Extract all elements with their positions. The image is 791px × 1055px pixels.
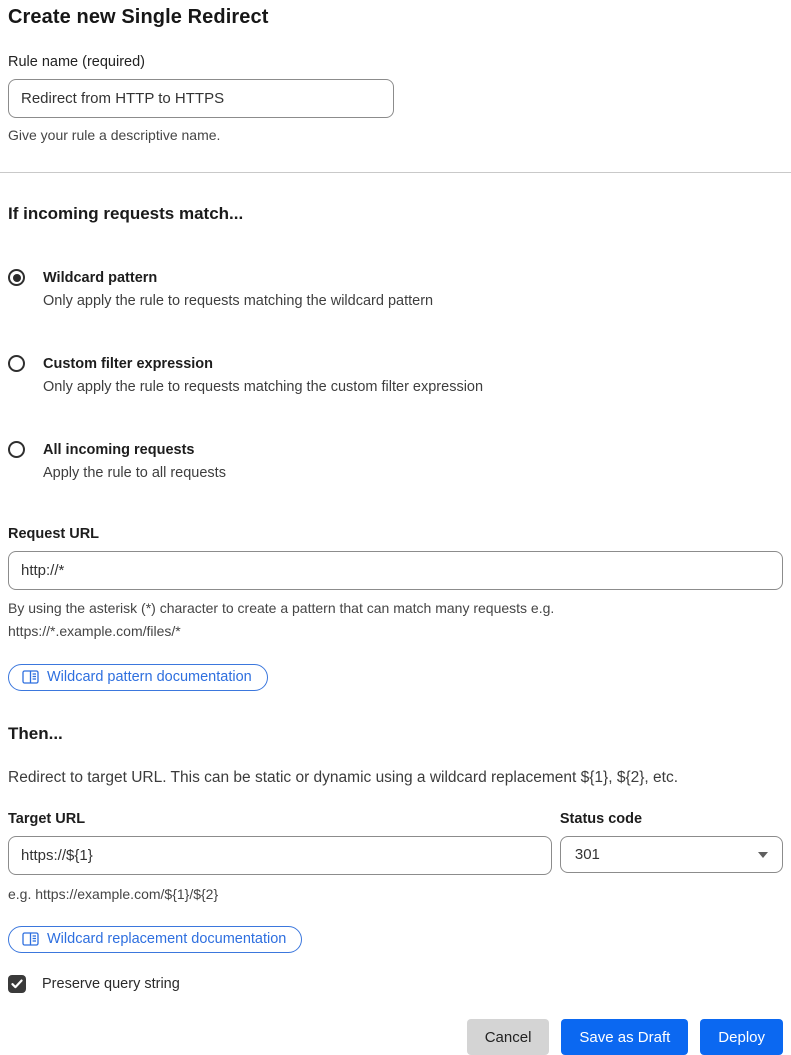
save-as-draft-button[interactable]: Save as Draft (561, 1019, 688, 1055)
status-code-label: Status code (559, 811, 643, 827)
preserve-query-checkbox[interactable] (8, 975, 26, 993)
then-section-heading: Then... (8, 724, 63, 743)
page-title: Create new Single Redirect (8, 6, 269, 28)
target-url-label: Target URL (8, 811, 86, 827)
doc-button-label: Wildcard replacement documentation (47, 931, 287, 947)
radio-description: Only apply the rule to requests matching the custom filter expression (43, 379, 484, 395)
open-book-icon (22, 932, 39, 946)
radio-description: Only apply the rule to requests matching the wildcard pattern (43, 293, 434, 309)
radio-custom-filter[interactable] (8, 355, 25, 372)
radio-option-wildcard-pattern[interactable] (8, 268, 783, 313)
radio-label: Custom filter expression (43, 356, 214, 372)
chevron-down-icon (758, 852, 768, 858)
radio-all-requests[interactable] (8, 441, 25, 458)
match-radio-group (8, 268, 783, 485)
preserve-query-row[interactable] (8, 975, 783, 993)
radio-option-custom-filter[interactable] (8, 354, 783, 399)
status-code-value: 301 (574, 846, 600, 863)
cancel-button[interactable]: Cancel (467, 1019, 550, 1055)
target-status-row (8, 811, 783, 906)
target-url-input[interactable] (8, 836, 552, 875)
deploy-button[interactable]: Deploy (700, 1019, 783, 1055)
match-section-heading: If incoming requests match... (8, 204, 244, 223)
request-url-help-line1: By using the asterisk (*) character to create a pattern that can match many requests e.g. (8, 600, 555, 616)
request-url-help-line2: https://*.example.com/files/* (8, 623, 181, 639)
rule-name-input[interactable] (8, 79, 394, 118)
footer-actions (8, 1019, 783, 1055)
radio-label: Wildcard pattern (43, 270, 158, 286)
radio-option-all-requests[interactable] (8, 440, 783, 485)
radio-wildcard-pattern[interactable] (8, 269, 25, 286)
radio-description: Apply the rule to all requests (43, 465, 226, 481)
doc-button-label: Wildcard pattern documentation (47, 669, 252, 685)
wildcard-replacement-doc-button[interactable] (8, 926, 302, 953)
open-book-icon (22, 670, 39, 684)
radio-label: All incoming requests (43, 442, 195, 458)
then-description: Redirect to target URL. This can be static or dynamic using a wildcard replacement ${1}, ${2}, etc. (8, 769, 679, 786)
target-url-help: e.g. https://example.com/${1}/${2} (8, 886, 219, 902)
section-divider (0, 172, 791, 173)
wildcard-pattern-doc-button[interactable] (8, 664, 268, 691)
status-code-select[interactable] (560, 836, 783, 873)
rule-name-help: Give your rule a descriptive name. (8, 127, 221, 143)
request-url-label: Request URL (8, 526, 100, 542)
rule-name-label: Rule name (required) (8, 54, 146, 70)
preserve-query-label: Preserve query string (42, 976, 180, 992)
request-url-input[interactable] (8, 551, 783, 590)
